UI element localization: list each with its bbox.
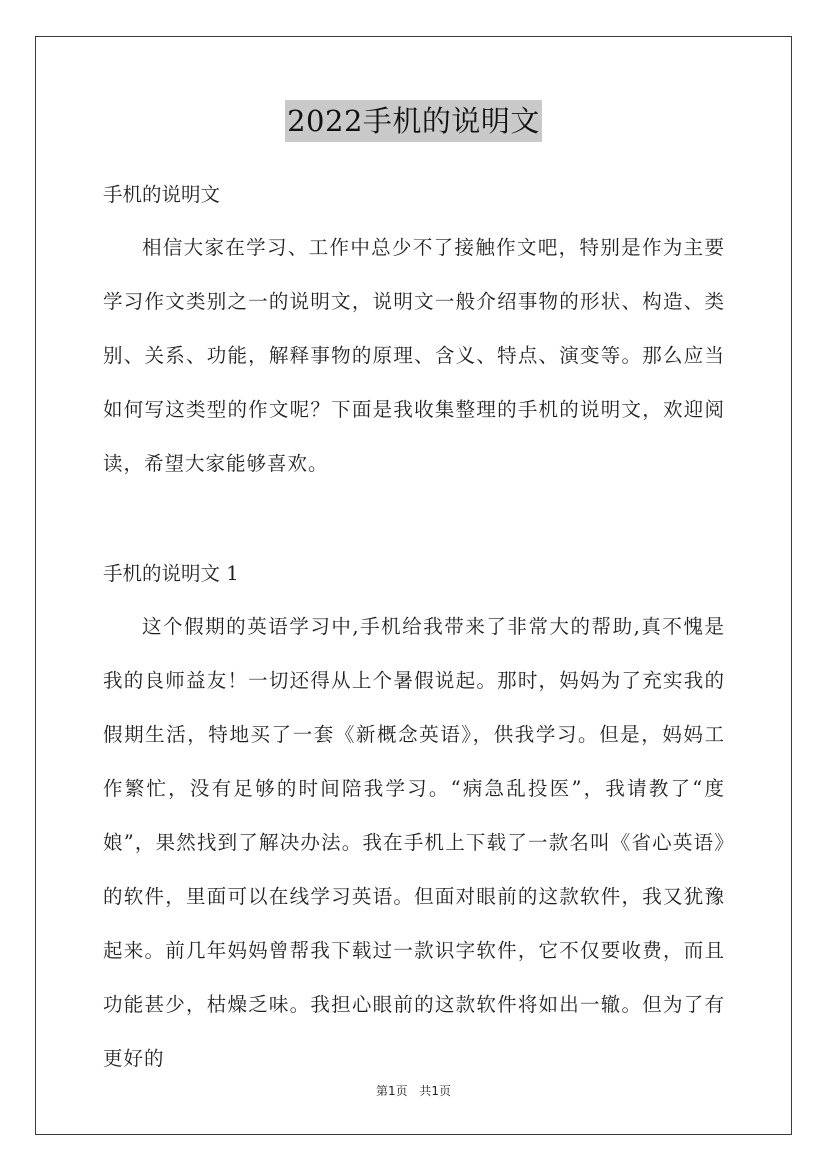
page-number-current: 第1页 <box>375 1084 408 1098</box>
section1-paragraph: 这个假期的英语学习中,手机给我带来了非常大的帮助,真不愧是我的良师益友！一切还得从上个暑假说起。那时，妈妈为了充实我的假期生活，特地买了一套《新概念英语》，供我学习。但是，妈妈工作繁忙，没有足够的时间陪我学习。“病急乱投医”，我请教了“度娘”，果然找到了解决办法。我在手机上下载了一款名叫《省心英语》的软件，里面可以在线学习英语。但面对眼前的这款软件，我又犹豫起来。前几年妈妈曾帮我下载过一款识字软件，它不仅要收费，而且功能甚少，枯燥乏味。我担心眼前的这款软件将如出一辙。但为了有更好的 <box>103 615 725 1070</box>
title-container <box>0 100 827 142</box>
page-number-total: 共1页 <box>419 1084 452 1098</box>
intro-heading: 手机的说明文 <box>103 183 221 206</box>
section1-heading: 手机的说明文 1 <box>103 562 239 585</box>
document-title: 2022手机的说明文 <box>285 100 542 142</box>
section1-paragraph-block <box>103 600 725 1086</box>
page-footer <box>0 1082 827 1099</box>
intro-paragraph: 相信大家在学习、工作中总少不了接触作文吧，特别是作为主要学习作文类别之一的说明文，说明文一般介绍事物的形状、构造、类别、关系、功能，解释事物的原理、含义、特点、演变等。那么应当如何写这类型的作文呢？下面是我收集整理的手机的说明文，欢迎阅读，希望大家能够喜欢。 <box>103 236 725 475</box>
intro-paragraph-block <box>103 221 725 491</box>
